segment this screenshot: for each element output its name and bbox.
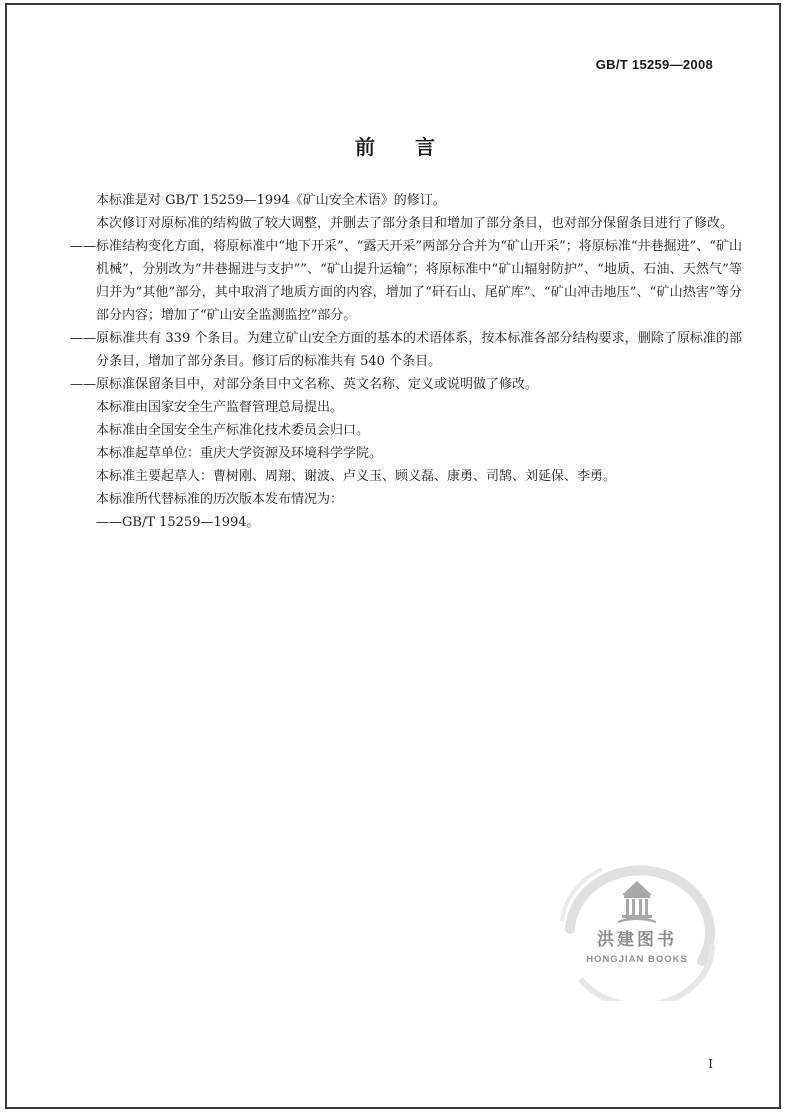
page-title: 前言	[355, 135, 475, 159]
paragraph-proposed-by: 本标准由国家安全生产监督管理总局提出。	[96, 400, 344, 415]
standard-code: GB/T 15259—2008	[595, 57, 713, 72]
watermark-name-en: HONGJIAN BOOKS	[586, 954, 688, 965]
paragraph-intro: 本标准是对 GB/T 15259—1994《矿山安全术语》的修订。	[96, 193, 446, 208]
paragraph-centralized-by: 本标准由全国安全生产标准化技术委员会归口。	[96, 423, 370, 438]
library-building-icon	[618, 881, 656, 923]
paragraph-revision: 本次修订对原标准的结构做了较大调整，并删去了部分条目和增加了部分条目，也对部分保留条目进行了修改。	[96, 216, 734, 231]
page-frame	[5, 3, 781, 1109]
watermark-name-cn: 洪建图书	[597, 930, 677, 950]
paragraph-drafting-unit: 本标准起草单位：重庆大学资源及环境科学学院。	[96, 446, 383, 461]
body-text	[70, 189, 742, 534]
paragraph-retained-entries: ——原标准保留条目中，对部分条目中文名称、英文名称、定义或说明做了修改。	[70, 377, 539, 392]
paragraph-structure-change: ——标准结构变化方面，将原标准中“地下开采”、“露天开采”两部分合并为“矿山开采”；将原标准“井巷掘进”、“矿山机械”，分别改为“井巷掘进与支护””、“矿山提升运输”；将原标准中“矿山辐射防护”、“地质、石油、天然气”等归并为“其他”部分，其中取消了地质方面的内容，增加了“矸石山、尾矿库”、“矿山冲击地压”、“矿山热害”等分部分内容；增加了“矿山安全监测监控”部分。	[70, 239, 742, 323]
page-number: I	[708, 1057, 713, 1071]
paragraph-history-intro: 本标准所代替标准的历次版本发布情况为：	[96, 492, 344, 507]
paragraph-drafters: 本标准主要起草人：曹树刚、周翔、谢波、卢义玉、顾义磊、康勇、司鹄、刘延保、李勇。	[96, 469, 617, 484]
paragraph-entry-count: ——原标准共有 339 个条目。为建立矿山安全方面的基本的术语体系，按本标准各部分结构要求，删除了原标准的部分条目，增加了部分条目。修订后的标准共有 540 个条目。	[70, 331, 742, 369]
publisher-watermark	[542, 851, 732, 1001]
paragraph-history-item: ——GB/T 15259—1994。	[96, 515, 260, 530]
